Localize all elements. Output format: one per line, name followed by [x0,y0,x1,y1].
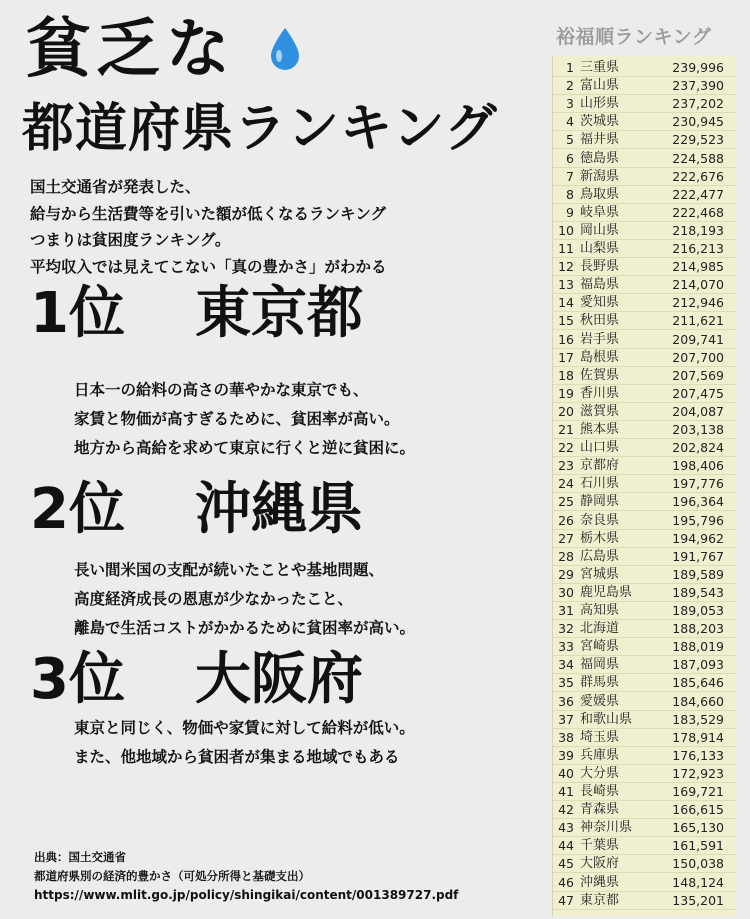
table-row [553,385,736,403]
value-cell: 204,087 [672,403,724,419]
value-cell: 224,588 [672,150,724,166]
value-cell: 214,070 [672,277,724,293]
value-cell: 203,138 [672,422,724,437]
rank-cell: 11 [558,241,574,256]
intro-line: 国土交通省が発表した、 [30,178,201,196]
rank-cell: 12 [558,259,574,275]
rank-number: 2位 [30,477,125,542]
table-row [553,222,736,240]
prefecture-cell: 大阪府 [580,856,620,872]
value-cell: 237,390 [672,78,724,94]
value-cell: 184,660 [672,693,724,709]
prefecture-cell: 愛知県 [580,295,620,311]
prefecture-cell: 徳島県 [580,150,620,166]
rank-cell: 38 [558,729,574,745]
table-row [553,95,736,113]
rank-cell: 14 [558,295,574,311]
value-cell: 207,569 [672,367,724,383]
rank-cell: 34 [558,657,574,673]
prefecture-cell: 島根県 [580,349,620,365]
rank-1-heading [30,282,363,346]
rank-cell: 30 [558,584,574,600]
table-row [553,783,736,801]
table-row [553,638,736,656]
rank-cell: 39 [558,747,574,763]
value-cell: 214,985 [672,259,724,275]
prefecture-cell: 宮崎県 [580,639,620,655]
value-cell: 230,945 [672,114,724,130]
rank-1-description [74,376,415,463]
table-row [553,258,736,276]
table-row [553,276,736,294]
prefecture-cell: 秋田県 [580,313,620,329]
value-cell: 239,996 [672,60,724,75]
table-row [553,294,736,312]
prefecture-cell: 山口県 [580,440,620,456]
water-drop-icon [268,26,302,72]
table-row [553,729,736,747]
prefecture-cell: 大分県 [580,765,620,781]
desc-line: 東京と同じく、物価や家賃に対して給料が低い。 [74,719,415,737]
rank-cell: 13 [558,277,574,293]
prefecture-cell: 北海道 [580,621,620,637]
table-row [553,892,736,910]
prefecture-cell: 群馬県 [580,675,620,691]
rank-cell: 44 [558,838,574,854]
table-row [553,656,736,674]
table-row [553,530,736,548]
prefecture-cell: 山梨県 [580,241,620,256]
value-cell: 188,203 [672,621,724,637]
table-row [553,674,736,692]
table-row [553,439,736,457]
value-cell: 135,201 [672,892,724,908]
rank-cell: 33 [558,639,574,655]
value-cell: 207,475 [672,385,724,401]
table-row [553,512,736,530]
rank-cell: 28 [558,548,574,564]
value-cell: 222,477 [672,186,724,202]
value-cell: 183,529 [672,711,724,727]
table-row [553,331,736,349]
rank-cell: 16 [558,331,574,347]
rank-cell: 20 [558,403,574,419]
prefecture-cell: 岩手県 [580,331,620,347]
prefecture-cell: 山形県 [580,96,620,112]
prefecture-cell: 神奈川県 [580,820,633,836]
rank-cell: 43 [558,820,574,836]
table-row [553,747,736,765]
table-row [553,855,736,873]
table-row [553,421,736,439]
value-cell: 189,543 [672,584,724,600]
rank-cell: 19 [558,385,574,401]
value-cell: 237,202 [672,96,724,112]
prefecture-cell: 長崎県 [580,784,620,799]
table-row [553,548,736,566]
value-cell: 188,019 [672,639,724,655]
desc-line: 家賃と物価が高すぎるために、貧困率が高い。 [74,410,400,428]
table-row [553,765,736,783]
prefecture-cell: 福井県 [580,132,620,148]
value-cell: 172,923 [672,765,724,781]
rank-cell: 35 [558,675,574,691]
rank-cell: 4 [566,114,574,130]
table-row [553,584,736,602]
rank-cell: 37 [558,711,574,727]
value-cell: 229,523 [672,132,724,148]
prefecture-cell: 高知県 [580,603,620,618]
value-cell: 197,776 [672,476,724,492]
rank-cell: 15 [558,313,574,329]
value-cell: 222,676 [672,168,724,184]
ranking-table [552,56,736,916]
intro-text [30,174,387,280]
table-row [553,204,736,222]
rank-3-heading [30,648,363,712]
desc-line: 日本一の給料の高さの華やかな東京でも、 [74,381,369,399]
rank-2-description [74,556,415,643]
table-row [553,186,736,204]
table-row [553,457,736,475]
rank-cell: 47 [558,892,574,908]
page-title-line2: 都道府県ランキング [22,99,498,159]
table-row [553,801,736,819]
prefecture-cell: 富山県 [580,78,620,94]
table-row [553,77,736,95]
prefecture-cell: 岡山県 [580,222,620,238]
prefecture-cell: 鳥取県 [580,186,620,202]
rank-2-heading [30,478,363,542]
value-cell: 165,130 [672,820,724,836]
prefecture-cell: 沖縄県 [580,874,620,890]
value-cell: 202,824 [672,440,724,456]
prefecture-cell: 和歌山県 [580,711,633,727]
rank-cell: 32 [558,621,574,637]
rank-cell: 23 [558,458,574,474]
prefecture-cell: 香川県 [580,385,620,401]
table-row [553,59,736,77]
rank-cell: 45 [558,856,574,872]
rank-number: 3位 [30,647,125,712]
source-url: https://www.mlit.go.jp/policy/shingikai/content/001389727.pdf [34,888,459,902]
table-row [553,168,736,186]
table-row [553,837,736,855]
value-cell: 212,946 [672,295,724,311]
value-cell: 161,591 [672,838,724,854]
value-cell: 189,053 [672,603,724,618]
prefecture-cell: 三重県 [580,60,620,75]
table-row [553,874,736,892]
rank-cell: 24 [558,476,574,492]
table-row [553,113,736,131]
prefecture-cell: 滋賀県 [580,403,620,419]
value-cell: 169,721 [672,784,724,799]
table-row [553,620,736,638]
rank-cell: 46 [558,874,574,890]
rank-prefecture: 大阪府 [194,647,363,712]
prefecture-cell: 栃木県 [580,530,620,546]
rank-cell: 36 [558,693,574,709]
prefecture-cell: 千葉県 [580,838,620,854]
page-title-line1 [26,14,302,86]
prefecture-cell: 福岡県 [580,657,620,673]
rank-cell: 26 [558,512,574,528]
prefecture-cell: 京都府 [580,458,620,474]
prefecture-cell: 石川県 [580,476,620,492]
table-row [553,131,736,149]
table-row [553,349,736,367]
table-row [553,693,736,711]
prefecture-cell: 静岡県 [580,494,620,510]
table-row [553,150,736,168]
table-row [553,602,736,620]
prefecture-cell: 埼玉県 [580,729,620,745]
rank-cell: 21 [558,422,574,437]
value-cell: 196,364 [672,494,724,510]
table-row [553,566,736,584]
table-row [553,819,736,837]
desc-line: 高度経済成長の恩恵が少なかったこと、 [74,590,354,608]
title-text-1: 貧乏な [26,12,236,87]
rank-prefecture: 東京都 [194,281,363,346]
table-row [553,493,736,511]
table-row [553,312,736,330]
value-cell: 209,741 [672,331,724,347]
ranking-table-title: 裕福順ランキング [556,26,712,48]
prefecture-cell: 茨城県 [580,114,620,130]
table-row [553,475,736,493]
prefecture-cell: 熊本県 [580,422,620,437]
value-cell: 178,914 [672,729,724,745]
value-cell: 166,615 [672,802,724,818]
rank-cell: 17 [558,349,574,365]
prefecture-cell: 福島県 [580,277,620,293]
value-cell: 207,700 [672,349,724,365]
rank-cell: 18 [558,367,574,383]
rank-cell: 2 [566,78,574,94]
rank-cell: 31 [558,603,574,618]
rank-prefecture: 沖縄県 [194,477,363,542]
prefecture-cell: 青森県 [580,802,620,818]
source-line: 出典：国土交通省 [34,850,126,864]
value-cell: 195,796 [672,512,724,528]
desc-line: 長い間米国の支配が続いたことや基地問題、 [74,561,385,579]
rank-cell: 8 [566,186,574,202]
rank-number: 1位 [30,281,125,346]
prefecture-cell: 新潟県 [580,168,620,184]
value-cell: 198,406 [672,458,724,474]
prefecture-cell: 佐賀県 [580,367,620,383]
rank-cell: 25 [558,494,574,510]
prefecture-cell: 長野県 [580,259,620,275]
value-cell: 191,767 [672,548,724,564]
rank-cell: 29 [558,566,574,582]
rank-cell: 27 [558,530,574,546]
rank-3-description [74,714,415,772]
value-cell: 185,646 [672,675,724,691]
rank-cell: 40 [558,765,574,781]
rank-cell: 7 [566,168,574,184]
prefecture-cell: 広島県 [580,548,620,564]
value-cell: 194,962 [672,530,724,546]
rank-cell: 6 [566,150,574,166]
rank-cell: 10 [558,222,574,238]
value-cell: 148,124 [672,874,724,890]
rank-cell: 5 [566,132,574,148]
rank-cell: 41 [558,784,574,799]
value-cell: 216,213 [672,241,724,256]
table-row [553,240,736,258]
desc-line: 離島で生活コストがかかるために貧困率が高い。 [74,619,416,637]
rank-cell: 9 [566,204,574,220]
value-cell: 218,193 [672,222,724,238]
rank-cell: 42 [558,802,574,818]
value-cell: 211,621 [672,313,724,329]
prefecture-cell: 愛媛県 [580,693,620,709]
source-citation [34,848,458,905]
table-row [553,711,736,729]
value-cell: 176,133 [672,747,724,763]
prefecture-cell: 東京都 [580,892,620,908]
prefecture-cell: 奈良県 [580,512,620,528]
rank-cell: 3 [566,96,574,112]
desc-line: 地方から高給を求めて東京に行くと逆に貧困に。 [74,439,416,457]
rank-cell: 22 [558,440,574,456]
value-cell: 150,038 [672,856,724,872]
value-cell: 189,589 [672,566,724,582]
value-cell: 187,093 [672,657,724,673]
table-row [553,367,736,385]
value-cell: 222,468 [672,204,724,220]
source-line: 都道府県別の経済的豊かさ（可処分所得と基礎支出） [34,869,310,883]
prefecture-cell: 宮城県 [580,566,620,582]
intro-line: 平均収入では見えてこない「真の豊かさ」がわかる [30,257,387,276]
prefecture-cell: 兵庫県 [580,747,620,763]
table-row [553,403,736,421]
prefecture-cell: 岐阜県 [580,204,620,220]
prefecture-cell: 鹿児島県 [580,584,633,600]
intro-line: 給与から生活費等を引いた額が低くなるランキング [30,204,387,223]
desc-line: また、他地域から貧困者が集まる地域でもある [74,748,400,766]
rank-cell: 1 [566,60,574,75]
intro-line: つまりは貧困度ランキング。 [30,231,231,249]
